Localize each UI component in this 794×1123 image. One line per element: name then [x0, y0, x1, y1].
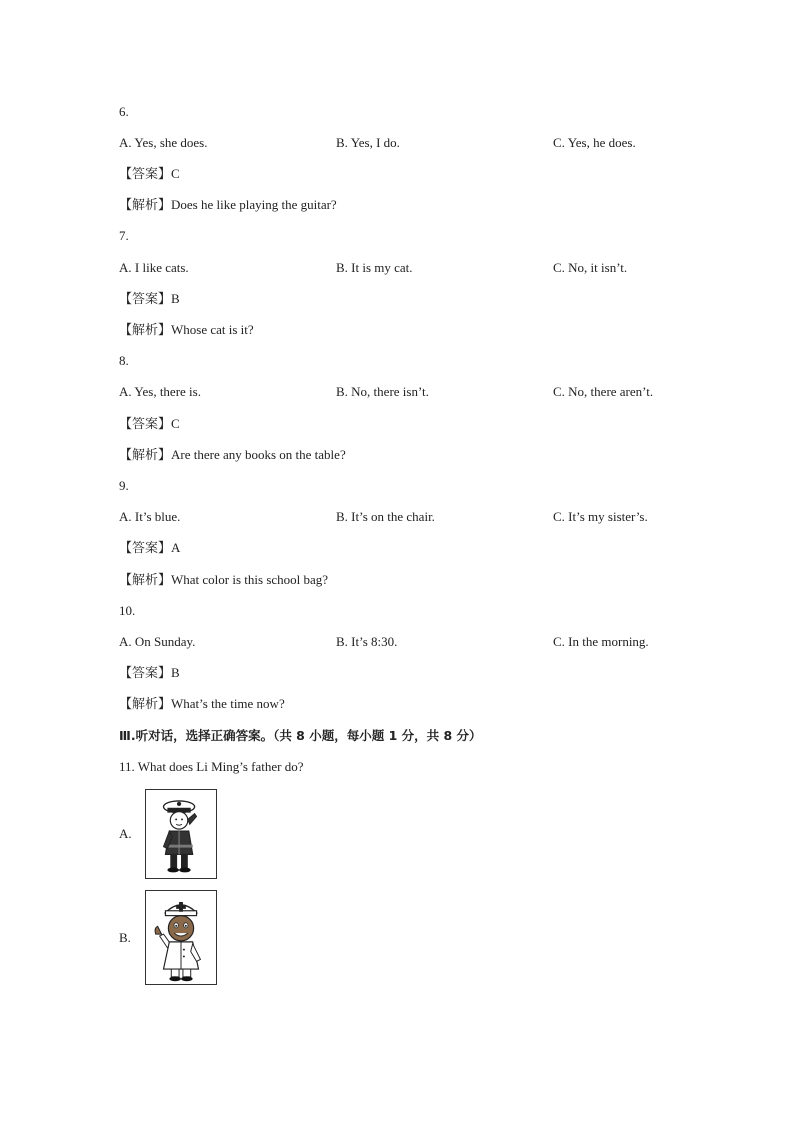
section-heading: Ⅲ.听对话，选择正确答案。（共 8 小题，每小题 1 分，共 8 分）	[119, 728, 482, 743]
analysis-line: 【解析】What color is this school bag?	[119, 572, 329, 587]
question-number: 10.	[119, 603, 136, 618]
option-a: A. It’s blue.	[119, 509, 181, 524]
option-b: B. It’s on the chair.	[336, 509, 435, 524]
question-text: 11. What does Li Ming’s father do?	[119, 759, 304, 774]
answer-line: 【答案】B	[119, 291, 180, 306]
analysis-line: 【解析】Whose cat is it?	[119, 322, 254, 337]
option-c: C. No, it isn’t.	[553, 260, 628, 275]
option-b: B. It is my cat.	[336, 260, 413, 275]
option-c: C. Yes, he does.	[553, 135, 636, 150]
option-b-label: B.	[119, 930, 131, 945]
answer-line: 【答案】C	[119, 416, 180, 431]
option-c: C. It’s my sister’s.	[553, 509, 648, 524]
doctor-icon	[146, 891, 216, 984]
option-a: A. I like cats.	[119, 260, 189, 275]
option-a: A. Yes, there is.	[119, 384, 201, 399]
police-officer-image	[145, 789, 217, 879]
option-c: C. No, there aren’t.	[553, 384, 654, 399]
question-number: 9.	[119, 478, 129, 493]
question-number: 8.	[119, 353, 129, 368]
analysis-line: 【解析】Are there any books on the table?	[119, 447, 346, 462]
doctor-image	[145, 890, 217, 985]
police-officer-icon	[146, 790, 216, 878]
option-a-label: A.	[119, 826, 132, 841]
answer-line: 【答案】B	[119, 665, 180, 680]
option-a: A. Yes, she does.	[119, 135, 208, 150]
option-a: A. On Sunday.	[119, 634, 196, 649]
option-b: B. No, there isn’t.	[336, 384, 429, 399]
question-number: 7.	[119, 228, 129, 243]
option-b: B. Yes, I do.	[336, 135, 400, 150]
option-b: B. It’s 8:30.	[336, 634, 398, 649]
analysis-line: 【解析】Does he like playing the guitar?	[119, 197, 337, 212]
analysis-line: 【解析】What’s the time now?	[119, 696, 285, 711]
question-number: 6.	[119, 104, 129, 119]
answer-line: 【答案】A	[119, 540, 181, 555]
answer-line: 【答案】C	[119, 166, 180, 181]
option-c: C. In the morning.	[553, 634, 649, 649]
